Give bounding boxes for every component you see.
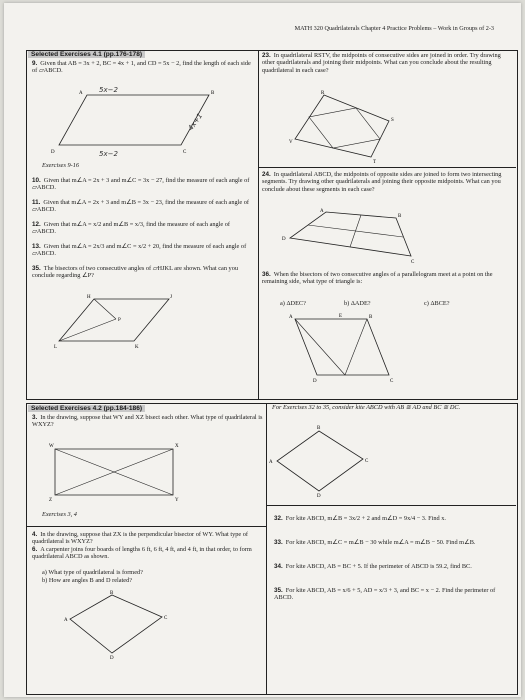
svg-text:E: E bbox=[339, 314, 343, 319]
page-header: MATH 320 Quadrilaterals Chapter 4 Practice Problems – Work in Groups of 2-3 bbox=[294, 25, 494, 32]
problem-9-text: Given that AB = 3x + 2, BC = 4x + 1, and CD = 5x − 2, find the length of each side of ▱ABCD. bbox=[32, 60, 251, 75]
problem-33-text: For kite ABCD, m∠C = m∠B − 30 while m∠A = m∠B − 50. Find m∠B. bbox=[285, 539, 476, 546]
problem-36 bbox=[262, 271, 502, 286]
svg-text:S: S bbox=[391, 118, 394, 123]
problem-35-b-num: 35. bbox=[274, 587, 283, 594]
problem-34-text: For kite ABCD, AB = BC + 5. If the perimeter of ABCD is 59.2, find BC. bbox=[285, 563, 472, 570]
section2-rule-right bbox=[266, 505, 516, 506]
problem-36b: b) ΔADE? bbox=[344, 300, 371, 307]
problem-34 bbox=[274, 563, 514, 570]
problem-11-text: Given that m∠A = 2x + 3 and m∠B = 3x − 23, find the measure of each angle of ▱ABCD. bbox=[32, 199, 250, 214]
problem-36-num: 36. bbox=[262, 271, 271, 278]
svg-text:D: D bbox=[51, 150, 55, 155]
problem-3 bbox=[32, 414, 264, 429]
section2-title: Selected Exercises 4.2 (pp.184-186) bbox=[28, 405, 145, 412]
svg-text:C: C bbox=[183, 150, 187, 155]
problem-4-text: In the drawing, suppose that ZX is the perpendicular bisector of WY. What type of quadrilateral is WXYZ? bbox=[32, 531, 249, 546]
svg-text:H: H bbox=[87, 295, 91, 300]
svg-text:D: D bbox=[313, 379, 317, 384]
problem-6b: b) How are angles B and D related? bbox=[42, 577, 133, 584]
problem-34-num: 34. bbox=[274, 563, 283, 570]
svg-text:Y: Y bbox=[175, 498, 179, 503]
problem-3-text: In the drawing, suppose that WY and XZ bisect each other. What type of quadrilateral is WXYZ? bbox=[32, 414, 263, 429]
svg-text:L: L bbox=[54, 345, 58, 350]
problem-32-num: 32. bbox=[274, 515, 283, 522]
svg-text:B: B bbox=[398, 214, 402, 219]
problem-13-num: 13. bbox=[32, 243, 41, 250]
svg-text:B: B bbox=[211, 91, 215, 96]
svg-text:R: R bbox=[321, 91, 325, 96]
worksheet-page bbox=[4, 3, 521, 697]
problem-36c: c) ΔBCE? bbox=[424, 300, 450, 307]
problem-10 bbox=[32, 177, 254, 192]
svg-text:W: W bbox=[49, 444, 54, 449]
svg-text:C: C bbox=[390, 379, 394, 384]
problem-35-a-num: 35. bbox=[32, 265, 41, 272]
section2-divider bbox=[266, 403, 267, 694]
problem-11-num: 11. bbox=[32, 199, 41, 206]
kite-figure-32 bbox=[269, 425, 369, 497]
svg-text:C: C bbox=[365, 459, 369, 464]
svg-text:A: A bbox=[289, 315, 293, 320]
section1-divider bbox=[258, 50, 259, 399]
problem-9-num: 9. bbox=[32, 60, 38, 67]
parallelogram-figure-36 bbox=[289, 311, 399, 383]
problem-33 bbox=[274, 539, 514, 546]
problem-35-b-text: For kite ABCD, AB = x/6 + 5, AD = x/3 + 3, and BC = x − 2. Find the perimeter of ABCD. bbox=[274, 587, 496, 602]
section1-rule bbox=[258, 167, 516, 168]
svg-text:P: P bbox=[118, 318, 121, 323]
svg-text:J: J bbox=[170, 295, 172, 300]
section1-title: Selected Exercises 4.1 (pp.176-178) bbox=[28, 51, 145, 58]
kite-exercises-header: For Exercises 32 to 35, consider kite ABCD with AB ≅ AD and BC ≅ DC. bbox=[272, 404, 461, 411]
problem-9 bbox=[32, 60, 252, 75]
kite-figure-6 bbox=[64, 591, 174, 659]
svg-text:C: C bbox=[164, 616, 168, 621]
exercises-9-16-label: Exercises 9-16 bbox=[42, 162, 80, 169]
svg-text:T: T bbox=[373, 160, 377, 165]
problem-24-num: 24. bbox=[262, 171, 271, 178]
problem-23 bbox=[262, 52, 512, 74]
problem-33-num: 33. bbox=[274, 539, 283, 546]
problem-32 bbox=[274, 515, 514, 522]
svg-text:A: A bbox=[269, 460, 273, 465]
quadrilateral-figure-23 bbox=[289, 91, 399, 163]
problem-6a: a) What type of quadrilateral is formed? bbox=[42, 569, 143, 576]
svg-text:A: A bbox=[64, 618, 68, 623]
problem-13-text: Given that m∠A = 2x/3 and m∠C = x/2 + 20, find the measure of each angle of ▱ABCD. bbox=[32, 243, 247, 258]
problem-35-a-text: The bisectors of two consecutive angles of ▱HJKL are shown. What can you conclude regarding ∠P? bbox=[32, 265, 238, 280]
problem-36-text: When the bisectors of two consecutive angles of a parallelogram meet at a point on the remaining side, what type of triangle is: bbox=[262, 271, 493, 286]
hand-note-top: 5x−2 bbox=[99, 86, 118, 94]
problem-12 bbox=[32, 221, 254, 236]
problem-13 bbox=[32, 243, 254, 258]
svg-text:A: A bbox=[79, 91, 83, 96]
section2-rule bbox=[26, 526, 267, 527]
problem-6 bbox=[32, 546, 264, 561]
problem-35-b bbox=[274, 587, 514, 602]
problem-11 bbox=[32, 199, 254, 214]
problem-10-num: 10. bbox=[32, 177, 41, 184]
svg-text:X: X bbox=[175, 444, 179, 449]
svg-text:B: B bbox=[317, 426, 321, 431]
parallelogram-figure-35 bbox=[54, 293, 174, 348]
svg-text:D: D bbox=[282, 237, 286, 242]
svg-text:D: D bbox=[317, 494, 321, 499]
problem-24-text: In quadrilateral ABCD, the midpoints of opposite sides are joined to form two intersecting segments. Try drawing other quadrilaterals and joining their opposite midpoints. What can you conclude about these segments in each case? bbox=[262, 171, 502, 193]
hand-note-bottom: 5x−2 bbox=[99, 150, 118, 158]
svg-text:K: K bbox=[135, 345, 139, 350]
problem-36a: a) ΔDEC? bbox=[280, 300, 306, 307]
svg-text:B: B bbox=[110, 591, 114, 596]
hand-note-right: 4x+1 bbox=[186, 111, 205, 133]
exercises-3-4-label: Exercises 3, 4 bbox=[42, 511, 77, 518]
problem-10-text: Given that m∠A = 2x + 3 and m∠C = 3x − 27, find the measure of each angle of ▱ABCD. bbox=[32, 177, 250, 192]
problem-3-num: 3. bbox=[32, 414, 38, 421]
problem-4-num: 4. bbox=[32, 531, 38, 538]
problem-12-text: Given that m∠A = x/2 and m∠B = x/3, find the measure of each angle of ▱ABCD. bbox=[32, 221, 231, 236]
problem-24 bbox=[262, 171, 512, 193]
problem-23-num: 23. bbox=[262, 52, 271, 59]
problem-32-text: For kite ABCD, m∠B = 3x/2 + 2 and m∠D = 9x/4 − 3. Find x. bbox=[285, 515, 446, 522]
quadrilateral-figure-24 bbox=[282, 208, 416, 265]
svg-text:D: D bbox=[110, 656, 114, 661]
svg-text:B: B bbox=[369, 315, 373, 320]
problem-4 bbox=[32, 531, 264, 546]
problem-6-num: 6. bbox=[32, 546, 38, 553]
problem-35-a bbox=[32, 265, 254, 280]
svg-text:A: A bbox=[320, 209, 324, 214]
svg-text:C: C bbox=[411, 260, 415, 265]
problem-12-num: 12. bbox=[32, 221, 41, 228]
quadrilateral-figure-3 bbox=[49, 443, 184, 501]
problem-23-text: In quadrilateral RSTV, the midpoints of consecutive sides are joined in order. Try drawing other quadrilaterals and joining their midpoints. What can you conclude about the resulting quadrilateral in each case? bbox=[262, 52, 501, 74]
svg-text:V: V bbox=[289, 140, 293, 145]
svg-text:Z: Z bbox=[49, 498, 53, 503]
problem-6-text: A carpenter joins four boards of lengths 6 ft, 6 ft, 4 ft, and 4 ft, in that order, to form quadrilateral ABCD as shown. bbox=[32, 546, 252, 561]
